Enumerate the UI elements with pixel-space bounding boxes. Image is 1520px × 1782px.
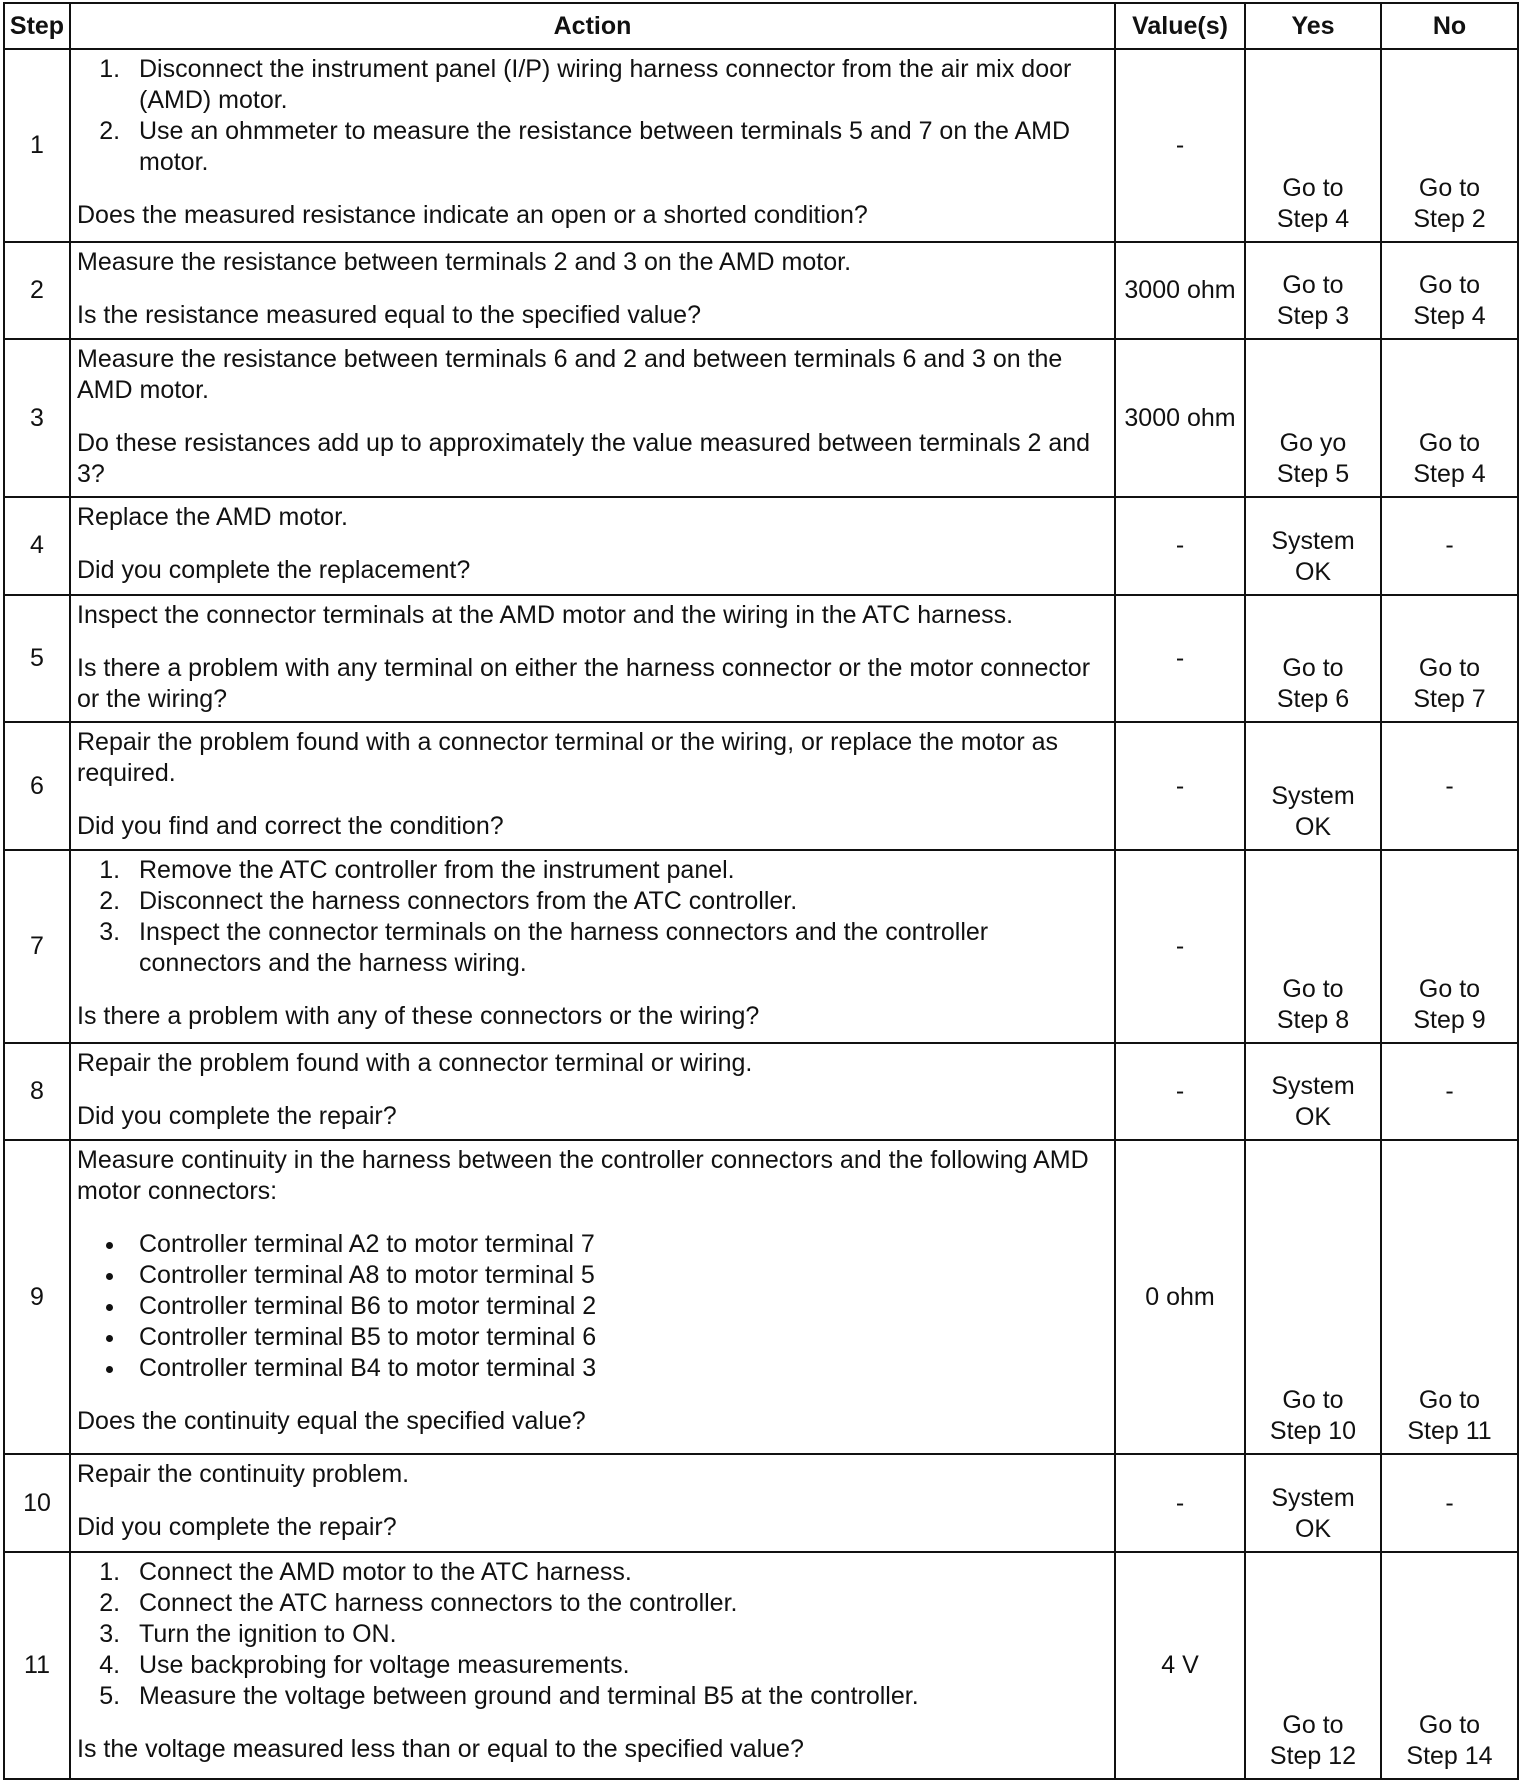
no-line: Step 9 <box>1413 1005 1486 1034</box>
spacer <box>77 631 1104 653</box>
numbered-list <box>77 855 1104 979</box>
numbered-item: 4. Use backprobing for voltage measurements. <box>127 1650 1104 1681</box>
yes-line: Step 3 <box>1276 302 1350 331</box>
no-line: - <box>1445 1488 1454 1517</box>
no-line: - <box>1445 1076 1454 1105</box>
yes-line: Go to <box>1282 974 1344 1003</box>
no-cell <box>1381 1454 1518 1551</box>
spacer <box>77 406 1104 428</box>
no-cell <box>1381 1043 1518 1140</box>
header-action: Action <box>70 3 1115 49</box>
numbered-list <box>77 1557 1104 1712</box>
yes-line: Go to <box>1282 1711 1344 1739</box>
spacer <box>77 1384 1104 1406</box>
spacer <box>77 789 1104 811</box>
step-cell: 2 <box>4 242 70 339</box>
value-cell: - <box>1115 49 1245 242</box>
no-line: Step 7 <box>1413 685 1486 714</box>
yes-cell <box>1245 242 1381 339</box>
numbered-list <box>77 54 1104 178</box>
action-question: Does the continuity equal the specified value? <box>77 1407 586 1436</box>
no-line: Go to <box>1418 1711 1481 1739</box>
numbered-item: 3. Turn the ignition to ON. <box>127 1619 1104 1650</box>
no-cell <box>1381 1552 1518 1779</box>
header-step: Step <box>4 3 70 49</box>
table-row <box>4 722 1518 850</box>
yes-cell <box>1245 1140 1381 1454</box>
table-row <box>4 339 1518 497</box>
no-line: Go to <box>1418 271 1481 300</box>
step-cell: 9 <box>4 1140 70 1454</box>
action-cell <box>70 722 1115 850</box>
no-line: Step 4 <box>1413 460 1486 489</box>
action-question: Is the voltage measured less than or equal to the specified value? <box>77 1734 804 1763</box>
action-cell <box>70 1454 1115 1551</box>
header-row <box>4 3 1518 49</box>
yes-line: Go to <box>1282 173 1344 202</box>
step-cell: 10 <box>4 1454 70 1551</box>
yes-cell <box>1245 497 1381 594</box>
yes-line: System <box>1271 526 1355 555</box>
step-cell: 1 <box>4 49 70 242</box>
no-cell <box>1381 722 1518 850</box>
table-row <box>4 595 1518 723</box>
spacer <box>77 1490 1104 1512</box>
action-intro: Repair the problem found with a connector terminal or the wiring, or replace the motor as required. <box>77 728 1059 788</box>
spacer <box>77 278 1104 300</box>
spacer <box>77 178 1104 200</box>
action-cell <box>70 1140 1115 1454</box>
action-question: Is the resistance measured equal to the specified value? <box>77 300 701 329</box>
step-cell: 7 <box>4 850 70 1043</box>
action-cell <box>70 49 1115 242</box>
action-question: Does the measured resistance indicate an open or a shorted condition? <box>77 201 868 229</box>
header-values: Value(s) <box>1115 3 1245 49</box>
no-cell <box>1381 850 1518 1043</box>
yes-line: Step 5 <box>1276 460 1350 489</box>
yes-line: Go to <box>1282 1386 1344 1415</box>
action-intro: Measure the resistance between terminals 2 and 3 on the AMD motor. <box>77 247 852 276</box>
yes-line: OK <box>1294 1514 1332 1543</box>
table-row <box>4 497 1518 594</box>
action-intro: Repair the problem found with a connector terminal or wiring. <box>77 1048 753 1077</box>
action-intro: Measure continuity in the harness between the controller connectors and the following AMD motor connectors: <box>77 1146 1089 1206</box>
yes-cell <box>1245 49 1381 242</box>
numbered-item: 3. Inspect the connector terminals on the harness connectors and the controller connectors and the harness wiring. <box>127 917 1104 979</box>
numbered-item: 1. Connect the AMD motor to the ATC harness. <box>127 1557 1104 1588</box>
no-line: Step 2 <box>1413 204 1486 233</box>
table-row <box>4 49 1518 242</box>
step-cell: 11 <box>4 1552 70 1779</box>
action-question: Did you complete the repair? <box>77 1101 397 1130</box>
step-cell: 3 <box>4 339 70 497</box>
numbered-item: 2. Disconnect the harness connectors from the ATC controller. <box>127 886 1104 917</box>
action-cell <box>70 497 1115 594</box>
bullet-list <box>77 1229 1104 1384</box>
diagnostic-page <box>3 2 1517 1780</box>
value-cell: - <box>1115 595 1245 723</box>
spacer <box>77 1207 1104 1229</box>
yes-line: Step 8 <box>1276 1005 1350 1034</box>
numbered-item: 2. Connect the ATC harness connectors to the controller. <box>127 1588 1104 1619</box>
yes-line: Step 12 <box>1269 1742 1357 1770</box>
yes-cell <box>1245 1454 1381 1551</box>
action-cell <box>70 1043 1115 1140</box>
yes-line: System <box>1271 1483 1355 1512</box>
numbered-item: 1. Remove the ATC controller from the instrument panel. <box>127 855 1104 886</box>
yes-cell <box>1245 1043 1381 1140</box>
no-cell <box>1381 49 1518 242</box>
yes-cell <box>1245 595 1381 723</box>
value-cell: - <box>1115 722 1245 850</box>
step-cell: 5 <box>4 595 70 723</box>
value-cell: - <box>1115 1454 1245 1551</box>
no-line: - <box>1445 531 1454 560</box>
yes-line: Step 6 <box>1276 685 1350 714</box>
no-cell <box>1381 595 1518 723</box>
action-question: Is there a problem with any terminal on either the harness connector or the motor connector or the wiring? <box>77 653 1091 713</box>
action-cell <box>70 242 1115 339</box>
value-cell: 4 V <box>1115 1552 1245 1779</box>
yes-line: System <box>1271 1072 1355 1101</box>
yes-line: Step 4 <box>1276 204 1350 233</box>
value-cell: 0 ohm <box>1115 1140 1245 1454</box>
no-line: Go to <box>1418 429 1481 458</box>
yes-line: OK <box>1294 557 1332 586</box>
value-cell: 3000 ohm <box>1115 242 1245 339</box>
action-intro: Inspect the connector terminals at the AMD motor and the wiring in the ATC harness. <box>77 600 1014 629</box>
action-cell <box>70 595 1115 723</box>
header-yes: Yes <box>1245 3 1381 49</box>
bullet-item: • Controller terminal A2 to motor terminal 7 <box>127 1229 1104 1260</box>
yes-cell <box>1245 1552 1381 1779</box>
step-cell: 4 <box>4 497 70 594</box>
spacer <box>77 533 1104 555</box>
bullet-item: • Controller terminal B6 to motor terminal 2 <box>127 1291 1104 1322</box>
yes-cell <box>1245 722 1381 850</box>
numbered-item: 5. Measure the voltage between ground and terminal B5 at the controller. <box>127 1681 1104 1712</box>
value-cell: 3000 ohm <box>1115 339 1245 497</box>
no-line: Go to <box>1418 1386 1481 1415</box>
table-row <box>4 1454 1518 1551</box>
table-body <box>4 49 1518 1779</box>
action-cell <box>70 1552 1115 1779</box>
yes-line: System <box>1271 782 1355 811</box>
action-intro: Repair the continuity problem. <box>77 1460 410 1489</box>
table-row <box>4 242 1518 339</box>
table-row <box>4 1043 1518 1140</box>
header-no: No <box>1381 3 1518 49</box>
no-cell <box>1381 1140 1518 1454</box>
yes-line: OK <box>1294 813 1332 842</box>
step-cell: 8 <box>4 1043 70 1140</box>
no-cell <box>1381 242 1518 339</box>
numbered-item: 1. Disconnect the instrument panel (I/P) wiring harness connector from the air mix door (AMD) motor. <box>127 54 1104 116</box>
value-cell: - <box>1115 497 1245 594</box>
table-row <box>4 1140 1518 1454</box>
action-cell <box>70 339 1115 497</box>
spacer <box>77 1079 1104 1101</box>
yes-line: Go to <box>1282 271 1344 300</box>
value-cell: - <box>1115 850 1245 1043</box>
spacer <box>77 979 1104 1001</box>
bullet-item: • Controller terminal A8 to motor terminal 5 <box>127 1260 1104 1291</box>
yes-line: Go yo <box>1279 429 1347 458</box>
action-question: Did you find and correct the condition? <box>77 812 504 841</box>
no-cell <box>1381 497 1518 594</box>
action-question: Do these resistances add up to approximately the value measured between terminals 2 and 3? <box>77 429 1091 489</box>
yes-line: Go to <box>1282 654 1344 683</box>
no-line: Step 11 <box>1407 1417 1492 1446</box>
diagnostic-table <box>3 2 1519 1780</box>
step-cell: 6 <box>4 722 70 850</box>
table-row <box>4 1552 1518 1779</box>
action-intro: Measure the resistance between terminals 6 and 2 and between terminals 6 and 3 on the AMD motor. <box>77 345 1063 405</box>
numbered-item: 2. Use an ohmmeter to measure the resistance between terminals 5 and 7 on the AMD motor. <box>127 116 1104 178</box>
no-line: Go to <box>1418 173 1481 202</box>
no-line: Go to <box>1418 974 1481 1003</box>
action-question: Did you complete the repair? <box>77 1513 397 1542</box>
yes-cell <box>1245 850 1381 1043</box>
spacer <box>77 1712 1104 1734</box>
action-intro: Replace the AMD motor. <box>77 503 348 532</box>
bullet-item: • Controller terminal B4 to motor terminal 3 <box>127 1353 1104 1384</box>
no-line: Go to <box>1418 654 1481 683</box>
no-cell <box>1381 339 1518 497</box>
action-question: Is there a problem with any of these connectors or the wiring? <box>77 1002 760 1031</box>
yes-line: OK <box>1294 1103 1332 1132</box>
action-question: Did you complete the replacement? <box>77 556 471 585</box>
action-cell <box>70 850 1115 1043</box>
value-cell: - <box>1115 1043 1245 1140</box>
yes-line: Step 10 <box>1269 1417 1357 1446</box>
bullet-item: • Controller terminal B5 to motor terminal 6 <box>127 1322 1104 1353</box>
no-line: Step 14 <box>1406 1742 1493 1770</box>
no-line: - <box>1445 771 1454 800</box>
table-row <box>4 850 1518 1043</box>
no-line: Step 4 <box>1413 302 1486 331</box>
yes-cell <box>1245 339 1381 497</box>
